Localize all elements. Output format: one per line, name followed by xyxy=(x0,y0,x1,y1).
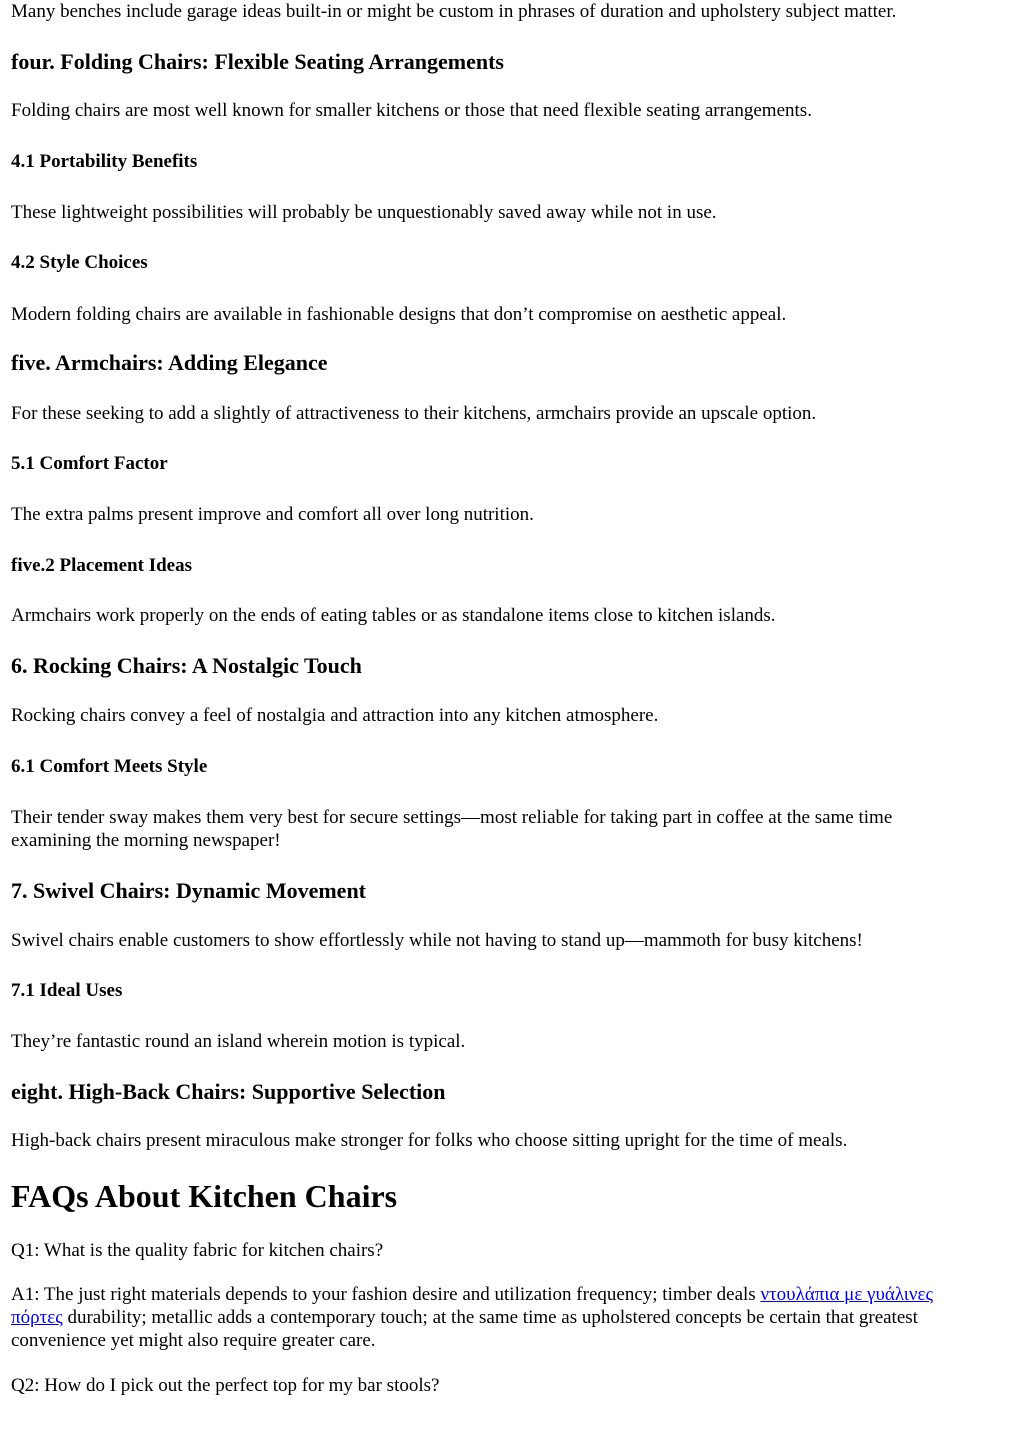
section-heading-armchairs: five. Armchairs: Adding Elegance xyxy=(11,350,328,375)
comfort-factor-paragraph: The extra palms present improve and comfort all over long nutrition. xyxy=(11,504,534,525)
faq-question-1: Q1: What is the quality fabric for kitchen chairs? xyxy=(11,1240,384,1261)
faq-answer-1-line2 xyxy=(11,1306,1016,1329)
section-heading-swivel: 7. Swivel Chairs: Dynamic Movement xyxy=(11,878,367,903)
faq-answer-1-text-middle: durability; metallic adds a contemporary touch; at the same time as upholstered concepts be certain that greatest xyxy=(62,1307,918,1328)
comfort-meets-style-line2: examining the morning newspaper! xyxy=(11,830,281,851)
portability-paragraph: These lightweight possibilities will probably be unquestionably saved away while not in use. xyxy=(11,202,717,223)
greek-cabinet-link-part2[interactable]: πόρτες xyxy=(11,1307,63,1328)
subheading-comfort-factor: 5.1 Comfort Factor xyxy=(11,453,168,474)
intro-paragraph: Many benches include garage ideas built-in or might be custom in phrases of duration and upholstery subject matter. xyxy=(11,1,897,22)
subheading-placement-ideas: five.2 Placement Ideas xyxy=(11,555,192,576)
faq-answer-1-line3: convenience yet might also require greater care. xyxy=(11,1330,376,1351)
section-heading-folding: four. Folding Chairs: Flexible Seating Arrangements xyxy=(11,49,504,74)
swivel-paragraph: Swivel chairs enable customers to show effortlessly while not having to stand up—mammoth for busy kitchens! xyxy=(11,930,863,951)
faq-heading: FAQs About Kitchen Chairs xyxy=(11,1178,398,1214)
subheading-portability: 4.1 Portability Benefits xyxy=(11,151,198,172)
faq-answer-1-line1 xyxy=(11,1283,1016,1306)
faq-question-2: Q2: How do I pick out the perfect top for my bar stools? xyxy=(11,1375,440,1396)
armchairs-paragraph: For these seeking to add a slightly of attractiveness to their kitchens, armchairs provide an upscale option. xyxy=(11,403,817,424)
subheading-ideal-uses: 7.1 Ideal Uses xyxy=(11,980,123,1001)
folding-paragraph: Folding chairs are most well known for smaller kitchens or those that need flexible seating arrangements. xyxy=(11,100,812,121)
style-choices-paragraph: Modern folding chairs are available in fashionable designs that don’t compromise on aesthetic appeal. xyxy=(11,304,787,325)
comfort-meets-style-line1: Their tender sway makes them very best for secure settings—most reliable for taking part in coffee at the same time xyxy=(11,807,893,828)
subheading-comfort-meets-style: 6.1 Comfort Meets Style xyxy=(11,756,208,777)
subheading-style-choices: 4.2 Style Choices xyxy=(11,252,148,273)
section-heading-high-back: eight. High-Back Chairs: Supportive Selection xyxy=(11,1079,446,1104)
high-back-paragraph: High-back chairs present miraculous make stronger for folks who choose sitting upright for the time of meals. xyxy=(11,1130,848,1151)
section-heading-rocking: 6. Rocking Chairs: A Nostalgic Touch xyxy=(11,653,362,678)
placement-ideas-paragraph: Armchairs work properly on the ends of eating tables or as standalone items close to kitchen islands. xyxy=(11,605,776,626)
greek-cabinet-link-part1[interactable]: ντουλάπια με γυάλινες xyxy=(760,1284,934,1305)
ideal-uses-paragraph: They’re fantastic round an island wherein motion is typical. xyxy=(11,1031,466,1052)
faq-answer-1 xyxy=(11,1283,1016,1352)
rocking-paragraph: Rocking chairs convey a feel of nostalgia and attraction into any kitchen atmosphere. xyxy=(11,705,659,726)
faq-answer-1-text-start: A1: The just right materials depends to your fashion desire and utilization frequency; timber deals xyxy=(11,1284,761,1305)
